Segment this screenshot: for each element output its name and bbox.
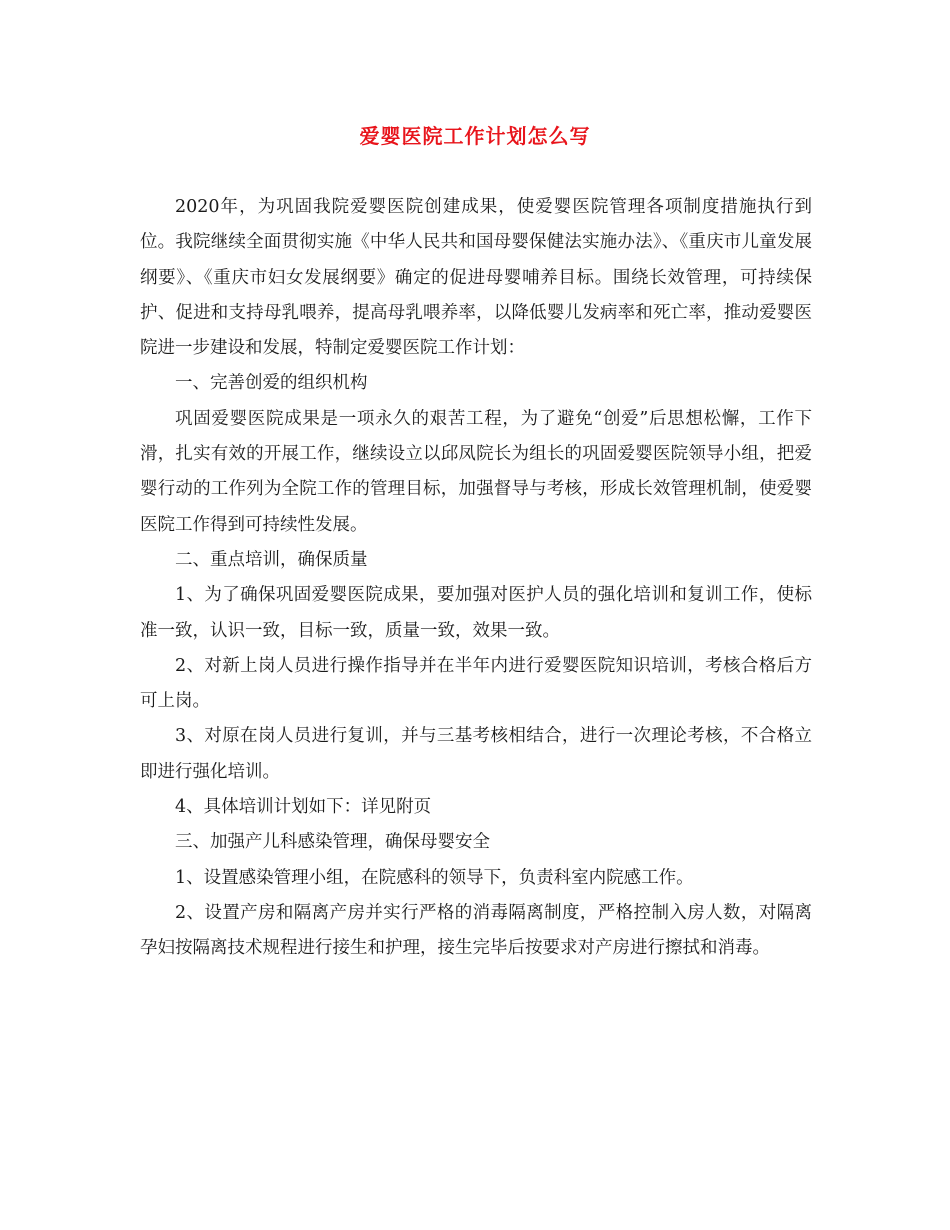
section-2-item-3: 3、对原在岗人员进行复训，并与三基考核相结合，进行一次理论考核，不合格立即进行强化培训。 bbox=[140, 726, 812, 782]
intro-paragraph: 2020年，为巩固我院爱婴医院创建成果，使爱婴医院管理各项制度措施执行到位。我院继续全面贯彻实施《中华人民共和国母婴保健法实施办法》、《重庆市儿童发展纲要》、《重庆市妇女发展纲要》确定的促进母婴哺养目标。围绕长效管理，可持续保护、促进和支持母乳喂养，提高母乳喂养率，以降低婴儿发病率和死亡率，推动爱婴医院进一步建设和发展，特制定爱婴医院工作计划： bbox=[140, 197, 812, 359]
section-2-item-4: 4、具体培训计划如下：详见附页 bbox=[175, 797, 432, 818]
section-3-item-2: 2、设置产房和隔离产房并实行严格的消毒隔离制度，严格控制入房人数，对隔离孕妇按隔离技术规程进行接生和护理，接生完毕后按要求对产房进行擦拭和消毒。 bbox=[140, 902, 812, 959]
section-heading-1: 一、完善创爱的组织机构 bbox=[175, 373, 368, 394]
section-3-item-1: 1、设置感染管理小组，在院感科的领导下，负责科室内院感工作。 bbox=[175, 867, 694, 888]
document-body bbox=[140, 190, 812, 967]
section-1-paragraph: 巩固爱婴医院成果是一项永久的艰苦工程，为了避免“创爱”后思想松懈，工作下滑，扎实有效的开展工作，继续设立以邱凤院长为组长的巩固爱婴医院领导小组，把爱婴行动的工作列为全院工作的管理目标，加强督导与考核，形成长效管理机制，使爱婴医院工作得到可持续性发展。 bbox=[140, 408, 812, 535]
section-heading-3: 三、加强产儿科感染管理，确保母婴安全 bbox=[175, 832, 490, 853]
section-2-item-1: 1、为了确保巩固爱婴医院成果，要加强对医护人员的强化培训和复训工作，使标准一致，认识一致，目标一致，质量一致，效果一致。 bbox=[140, 585, 812, 641]
section-2-item-2: 2、对新上岗人员进行操作指导并在半年内进行爱婴医院知识培训，考核合格后方可上岗。 bbox=[140, 655, 812, 712]
section-heading-2: 二、重点培训，确保质量 bbox=[175, 549, 368, 570]
document-title: 爱婴医院工作计划怎么写 bbox=[359, 124, 591, 148]
